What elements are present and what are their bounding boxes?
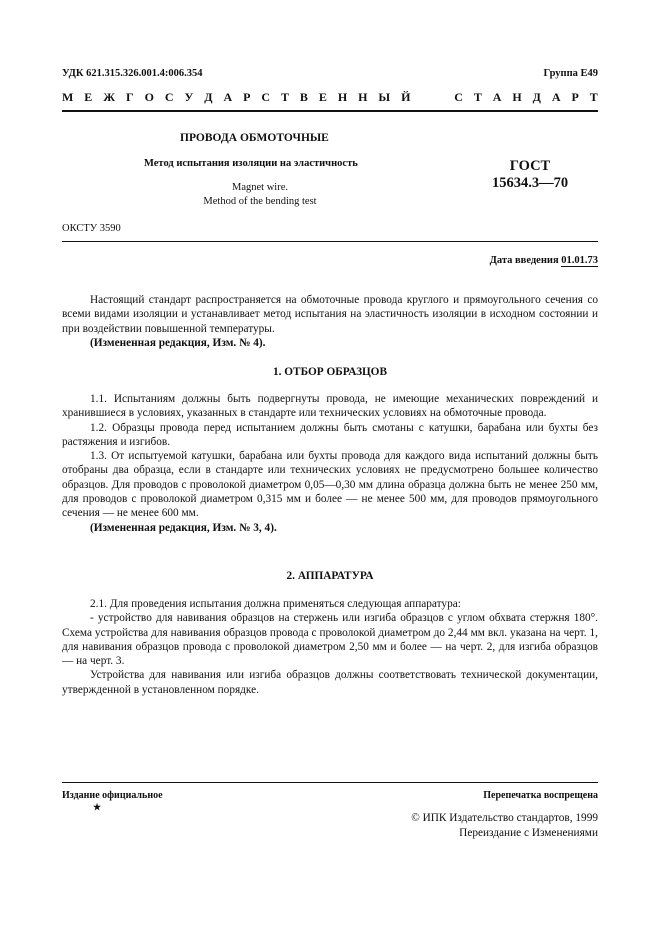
banner-letter: А bbox=[551, 90, 561, 104]
intro-date-value: 01.01.73 bbox=[561, 255, 598, 266]
header-rule bbox=[62, 110, 598, 112]
banner-letter: Т bbox=[473, 90, 482, 104]
banner-letter: Е bbox=[84, 90, 93, 104]
standard-banner bbox=[62, 90, 598, 105]
intro-revision: (Измененная редакция, Изм. № 4). bbox=[90, 336, 266, 349]
english-title-line-2: Method of the bending test bbox=[203, 196, 317, 207]
banner-letter: Г bbox=[126, 90, 134, 104]
banner-letter: С bbox=[164, 90, 174, 104]
copyright-line: © ИПК Издательство стандартов, 1999 bbox=[411, 812, 598, 824]
intro-date bbox=[490, 255, 598, 266]
banner-letter: Р bbox=[243, 90, 251, 104]
banner-letter: О bbox=[144, 90, 154, 104]
paragraph-2-1-b: Устройства для навивания или изгиба образцов должны соответствовать технической документации, утвержденной в установленном порядке. bbox=[62, 669, 598, 696]
okstu-rule bbox=[62, 241, 598, 242]
doc-subtitle: Метод испытания изоляции на эластичность bbox=[144, 158, 358, 169]
paragraph-1-2: 1.2. Образцы провода перед испытанием должны быть смотаны с катушки, барабана или бухты без растяжения и изгибов. bbox=[62, 421, 598, 448]
banner-letter: М bbox=[62, 90, 74, 104]
banner-letter: А bbox=[223, 90, 233, 104]
publisher-info bbox=[411, 811, 598, 841]
section-1-body bbox=[62, 392, 598, 535]
gost-number bbox=[470, 158, 590, 192]
english-title bbox=[140, 181, 380, 209]
group-code: Группа Е49 bbox=[543, 68, 598, 79]
section-1-revision: (Измененная редакция, Изм. № 3, 4). bbox=[90, 521, 277, 534]
banner-letter: С bbox=[454, 90, 463, 104]
paragraph-1-3: 1.3. От испытуемой катушки, барабана или бухты провода для каждого вида испытаний должны быть отобраны два образца, если в стандарте или технических условиях не предусмотрено большее количество образцов. Для проводов с проволокой диаметром 0,05—0,30 мм длина образца должна быть не менее 250 мм, для проводов с проволокой диаметром 0,315 мм и более — не менее 500 мм, для проводов прямоугольного сечения — не менее 600 мм. bbox=[62, 450, 598, 520]
intro-section bbox=[62, 293, 598, 350]
section-2-title: 2. АППАРАТУРА bbox=[286, 570, 374, 582]
banner-letter: Ж bbox=[103, 90, 116, 104]
banner-letter: Р bbox=[571, 90, 579, 104]
banner-letter: Д bbox=[532, 90, 541, 104]
paragraph-1-1: 1.1. Испытаниям должны быть подвергнуты провода, не имеющие механических повреждений и хранившиеся в условиях, указанных в стандарте или технических условиях на обмоточные провода. bbox=[62, 393, 598, 420]
banner-letter: Е bbox=[318, 90, 327, 104]
english-title-line-1: Magnet wire. bbox=[232, 182, 288, 193]
banner-letter: Д bbox=[204, 90, 213, 104]
official-edition: Издание официальное bbox=[62, 790, 163, 801]
banner-letter: Т bbox=[280, 90, 289, 104]
okstu-code: ОКСТУ 3590 bbox=[62, 223, 121, 234]
banner-letter: С bbox=[261, 90, 271, 104]
udk-code: УДК 621.315.326.001.4:006.354 bbox=[62, 68, 203, 79]
banner-letter: Ы bbox=[378, 90, 391, 104]
banner-letter: Й bbox=[401, 90, 411, 104]
intro-paragraph: Настоящий стандарт распространяется на обмоточные провода круглого и прямоугольного сечения со всеми видами изоляции и устанавливает метод испытания на эластичность изоляции в исходном состоянии и при воздействии повышенной температуры. bbox=[62, 294, 598, 335]
paragraph-2-1: 2.1. Для проведения испытания должна применяться следующая аппаратура: bbox=[90, 598, 461, 610]
star-icon: ★ bbox=[93, 802, 102, 812]
reprint-notice: Перепечатка воспрещена bbox=[483, 790, 598, 801]
banner-letter: Н bbox=[512, 90, 522, 104]
banner-letter: Н bbox=[337, 90, 348, 104]
doc-title: ПРОВОДА ОБМОТОЧНЫЕ bbox=[180, 132, 329, 144]
reissue-line: Переиздание с Изменениями bbox=[459, 827, 598, 839]
gost-label: ГОСТ bbox=[509, 158, 551, 174]
section-1-title: 1. ОТБОР ОБРАЗЦОВ bbox=[272, 366, 388, 378]
paragraph-2-1-a: - устройство для навивания образцов на стержень или изгиба образцов с углом обхвата стержня 180°. Схема устройства для навивания образцов провода с проволокой диаметром до 2,44 мм вкл. указана на черт. 1, для навивания образцов провода с проволокой диаметром 2,50 мм и более — на черт. 2, для изгиба образцов — на черт. 3. bbox=[62, 612, 598, 668]
banner-letter: У bbox=[184, 90, 194, 104]
banner-letter: Т bbox=[589, 90, 598, 104]
banner-letter: Н bbox=[358, 90, 368, 104]
gost-code: 15634.3—70 bbox=[491, 175, 569, 191]
footer-rule bbox=[62, 782, 598, 783]
banner-letter: А bbox=[492, 90, 502, 104]
banner-letter: В bbox=[299, 90, 308, 104]
intro-date-label: Дата введения bbox=[489, 255, 559, 266]
section-2-body bbox=[62, 597, 598, 697]
